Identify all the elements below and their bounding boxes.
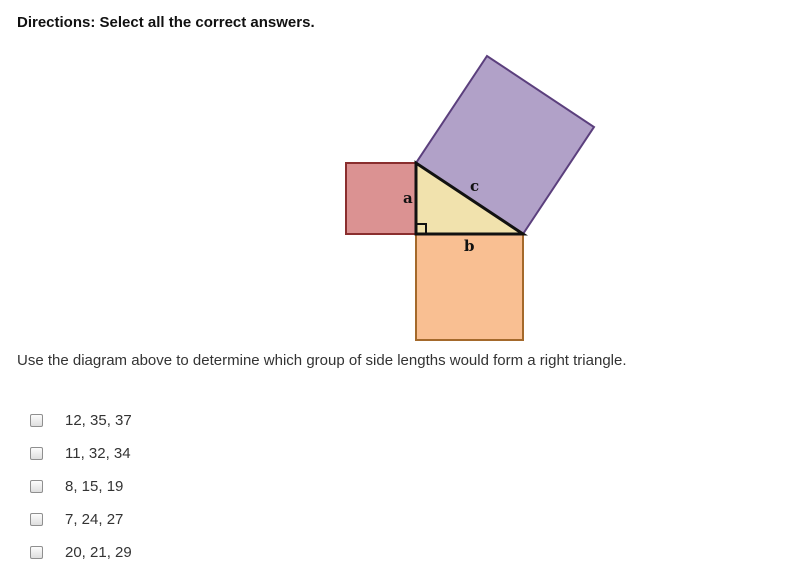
option-label: 7, 24, 27 [65,511,124,528]
option-label: 12, 35, 37 [65,412,132,429]
option-label: 8, 15, 19 [65,478,124,495]
checkbox[interactable] [30,546,43,559]
answer-option[interactable] [30,503,132,536]
answer-options [30,404,132,569]
label-a: a [403,189,413,207]
answer-option[interactable] [30,437,132,470]
checkbox[interactable] [30,447,43,460]
option-label: 11, 32, 34 [65,445,131,462]
answer-option[interactable] [30,470,132,503]
answer-option[interactable] [30,404,132,437]
label-c: c [470,177,480,195]
answer-option[interactable] [30,536,132,569]
checkbox[interactable] [30,414,43,427]
directions-text: Directions: Select all the correct answers. [17,14,315,31]
option-label: 20, 21, 29 [65,544,132,561]
label-b: b [464,237,475,255]
pythagorean-diagram [330,50,620,345]
checkbox[interactable] [30,513,43,526]
question-prompt: Use the diagram above to determine which group of side lengths would form a right triangle. [17,352,627,369]
checkbox[interactable] [30,480,43,493]
